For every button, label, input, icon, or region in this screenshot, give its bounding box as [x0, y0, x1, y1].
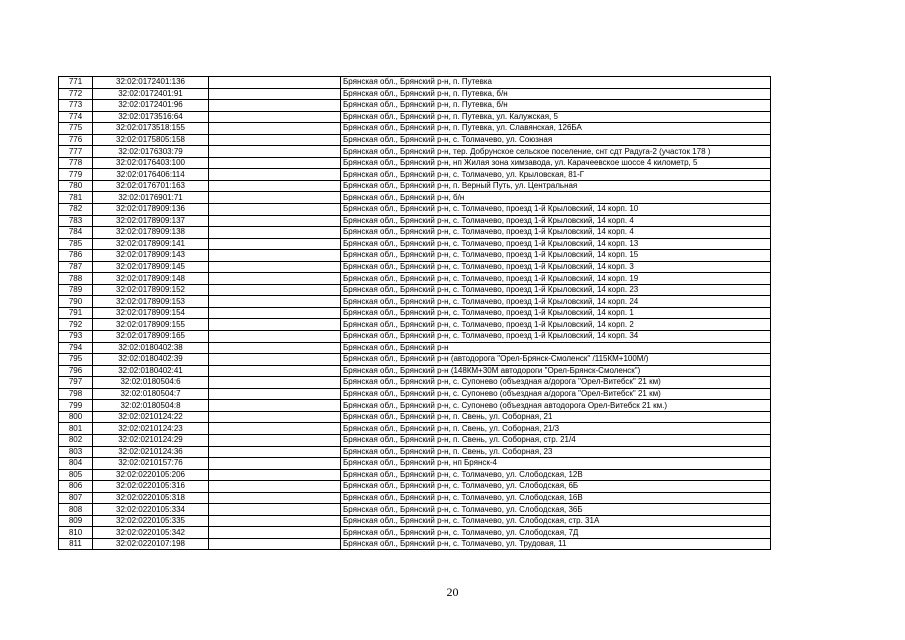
row-number-cell: 798	[59, 388, 93, 400]
table-row	[59, 146, 771, 158]
table-row	[59, 515, 771, 527]
cadastral-number-cell: 32:02:0176406:114	[93, 169, 209, 181]
empty-cell	[209, 400, 341, 412]
cadastral-number-cell: 32:02:0210124:22	[93, 411, 209, 423]
empty-cell	[209, 204, 341, 216]
table-row	[59, 458, 771, 470]
address-cell: Брянская обл., Брянский р-н, с. Толмачево, проезд 1-й Крыловский, 14 корп. 10	[341, 204, 771, 216]
table-row	[59, 273, 771, 285]
empty-cell	[209, 215, 341, 227]
empty-cell	[209, 446, 341, 458]
address-cell: Брянская обл., Брянский р-н, с. Супонево (объездная а/дорога "Орел-Витебск" 21 км)	[341, 377, 771, 389]
table-row	[59, 388, 771, 400]
cadastral-table	[58, 76, 771, 550]
cadastral-number-cell: 32:02:0172401:91	[93, 88, 209, 100]
address-cell: Брянская обл., Брянский р-н, с. Толмачево, проезд 1-й Крыловский, 14 корп. 13	[341, 238, 771, 250]
address-cell: Брянская обл., Брянский р-н, б/н	[341, 192, 771, 204]
table-row	[59, 354, 771, 366]
row-number-cell: 810	[59, 527, 93, 539]
cadastral-number-cell: 32:02:0220105:206	[93, 469, 209, 481]
empty-cell	[209, 307, 341, 319]
empty-cell	[209, 284, 341, 296]
address-cell: Брянская обл., Брянский р-н, п. Верный Путь, ул. Центральная	[341, 180, 771, 192]
empty-cell	[209, 169, 341, 181]
address-cell: Брянская обл., Брянский р-н, нп Брянск-4	[341, 458, 771, 470]
table-row	[59, 284, 771, 296]
row-number-cell: 799	[59, 400, 93, 412]
row-number-cell: 782	[59, 204, 93, 216]
cadastral-number-cell: 32:02:0176303:79	[93, 146, 209, 158]
cadastral-number-cell: 32:02:0178909:155	[93, 319, 209, 331]
row-number-cell: 781	[59, 192, 93, 204]
empty-cell	[209, 331, 341, 343]
row-number-cell: 772	[59, 88, 93, 100]
cadastral-number-cell: 32:02:0178909:153	[93, 296, 209, 308]
row-number-cell: 786	[59, 250, 93, 262]
address-cell: Брянская обл., Брянский р-н (автодорога "Орел-Брянск-Смоленск" /115КМ+100М/)	[341, 354, 771, 366]
table-row	[59, 307, 771, 319]
table-row	[59, 227, 771, 239]
empty-cell	[209, 88, 341, 100]
empty-cell	[209, 319, 341, 331]
table-row	[59, 100, 771, 112]
empty-cell	[209, 515, 341, 527]
address-cell: Брянская обл., Брянский р-н, п. Свень, ул. Соборная, стр. 21/4	[341, 434, 771, 446]
empty-cell	[209, 192, 341, 204]
table-row	[59, 342, 771, 354]
address-cell: Брянская обл., Брянский р-н, п. Путевка, ул. Славянская, 126БА	[341, 123, 771, 135]
table-row	[59, 169, 771, 181]
row-number-cell: 794	[59, 342, 93, 354]
cadastral-number-cell: 32:02:0220107:198	[93, 538, 209, 550]
cadastral-number-cell: 32:02:0178909:152	[93, 284, 209, 296]
row-number-cell: 784	[59, 227, 93, 239]
cadastral-number-cell: 32:02:0178909:136	[93, 204, 209, 216]
empty-cell	[209, 238, 341, 250]
cadastral-number-cell: 32:02:0220105:334	[93, 504, 209, 516]
empty-cell	[209, 342, 341, 354]
address-cell: Брянская обл., Брянский р-н	[341, 342, 771, 354]
row-number-cell: 778	[59, 157, 93, 169]
cadastral-number-cell: 32:02:0178909:154	[93, 307, 209, 319]
address-cell: Брянская обл., Брянский р-н, с. Толмачево, ул. Трудовая, 11	[341, 538, 771, 550]
cadastral-number-cell: 32:02:0172401:136	[93, 77, 209, 89]
cadastral-number-cell: 32:02:0178909:148	[93, 273, 209, 285]
address-cell: Брянская обл., Брянский р-н, с. Толмачево, проезд 1-й Крыловский, 14 корп. 2	[341, 319, 771, 331]
address-cell: Брянская обл., Брянский р-н, с. Толмачево, ул. Слободская, 7Д	[341, 527, 771, 539]
table-row	[59, 481, 771, 493]
empty-cell	[209, 365, 341, 377]
table-row	[59, 180, 771, 192]
empty-cell	[209, 469, 341, 481]
row-number-cell: 801	[59, 423, 93, 435]
cadastral-number-cell: 32:02:0172401:96	[93, 100, 209, 112]
address-cell: Брянская обл., Брянский р-н, с. Толмачево, ул. Слободская, 12В	[341, 469, 771, 481]
address-cell: Брянская обл., Брянский р-н, с. Толмачево, проезд 1-й Крыловский, 14 корп. 15	[341, 250, 771, 262]
table-row	[59, 77, 771, 89]
row-number-cell: 788	[59, 273, 93, 285]
cadastral-number-cell: 32:02:0178909:165	[93, 331, 209, 343]
cadastral-number-cell: 32:02:0180504:8	[93, 400, 209, 412]
table-row	[59, 157, 771, 169]
row-number-cell: 809	[59, 515, 93, 527]
empty-cell	[209, 296, 341, 308]
table-row	[59, 111, 771, 123]
empty-cell	[209, 111, 341, 123]
cadastral-number-cell: 32:02:0220105:342	[93, 527, 209, 539]
cadastral-number-cell: 32:02:0176901:71	[93, 192, 209, 204]
address-cell: Брянская обл., Брянский р-н, с. Толмачево, проезд 1-й Крыловский, 14 корп. 34	[341, 331, 771, 343]
table-row	[59, 238, 771, 250]
cadastral-number-cell: 32:02:0210124:29	[93, 434, 209, 446]
row-number-cell: 800	[59, 411, 93, 423]
row-number-cell: 773	[59, 100, 93, 112]
cadastral-number-cell: 32:02:0176701:163	[93, 180, 209, 192]
empty-cell	[209, 180, 341, 192]
empty-cell	[209, 77, 341, 89]
address-cell: Брянская обл., Брянский р-н, п. Свень, ул. Соборная, 21	[341, 411, 771, 423]
cadastral-number-cell: 32:02:0220105:318	[93, 492, 209, 504]
row-number-cell: 783	[59, 215, 93, 227]
empty-cell	[209, 527, 341, 539]
row-number-cell: 785	[59, 238, 93, 250]
table-row	[59, 204, 771, 216]
empty-cell	[209, 227, 341, 239]
address-cell: Брянская обл., Брянский р-н, с. Толмачево, проезд 1-й Крыловский, 14 корп. 24	[341, 296, 771, 308]
row-number-cell: 807	[59, 492, 93, 504]
cadastral-number-cell: 32:02:0175805:158	[93, 134, 209, 146]
table-row	[59, 423, 771, 435]
cadastral-number-cell: 32:02:0178909:143	[93, 250, 209, 262]
cadastral-number-cell: 32:02:0180402:39	[93, 354, 209, 366]
address-cell: Брянская обл., Брянский р-н, тер. Добрунское сельское поселение, снт сдт Радуга-2 (участок 178 )	[341, 146, 771, 158]
page-number: 20	[446, 585, 459, 599]
address-cell: Брянская обл., Брянский р-н, с. Толмачево, ул. Слободская, 36Б	[341, 504, 771, 516]
row-number-cell: 795	[59, 354, 93, 366]
row-number-cell: 806	[59, 481, 93, 493]
cadastral-number-cell: 32:02:0210157:76	[93, 458, 209, 470]
empty-cell	[209, 250, 341, 262]
row-number-cell: 804	[59, 458, 93, 470]
row-number-cell: 789	[59, 284, 93, 296]
cadastral-number-cell: 32:02:0178909:141	[93, 238, 209, 250]
cadastral-number-cell: 32:02:0178909:138	[93, 227, 209, 239]
row-number-cell: 797	[59, 377, 93, 389]
cadastral-number-cell: 32:02:0180504:6	[93, 377, 209, 389]
row-number-cell: 802	[59, 434, 93, 446]
table-row	[59, 377, 771, 389]
empty-cell	[209, 354, 341, 366]
row-number-cell: 791	[59, 307, 93, 319]
address-cell: Брянская обл., Брянский р-н, п. Свень, ул. Соборная, 23	[341, 446, 771, 458]
row-number-cell: 777	[59, 146, 93, 158]
cadastral-number-cell: 32:02:0210124:36	[93, 446, 209, 458]
address-cell: Брянская обл., Брянский р-н, с. Толмачево, проезд 1-й Крыловский, 14 корп. 3	[341, 261, 771, 273]
empty-cell	[209, 434, 341, 446]
row-number-cell: 792	[59, 319, 93, 331]
address-cell: Брянская обл., Брянский р-н, п. Путевка, б/н	[341, 88, 771, 100]
address-cell: Брянская обл., Брянский р-н, п. Путевка, б/н	[341, 100, 771, 112]
table-row	[59, 123, 771, 135]
table-row	[59, 319, 771, 331]
row-number-cell: 771	[59, 77, 93, 89]
address-cell: Брянская обл., Брянский р-н, с. Толмачево, проезд 1-й Крыловский, 14 корп. 19	[341, 273, 771, 285]
address-cell: Брянская обл., Брянский р-н, с. Толмачево, проезд 1-й Крыловский, 14 корп. 4	[341, 227, 771, 239]
empty-cell	[209, 157, 341, 169]
empty-cell	[209, 492, 341, 504]
empty-cell	[209, 481, 341, 493]
address-cell: Брянская обл., Брянский р-н, с. Толмачево, проезд 1-й Крыловский, 14 корп. 23	[341, 284, 771, 296]
address-cell: Брянская обл., Брянский р-н, с. Толмачево, ул. Союзная	[341, 134, 771, 146]
address-cell: Брянская обл., Брянский р-н, с. Толмачево, ул. Слободская, стр. 31А	[341, 515, 771, 527]
table-row	[59, 411, 771, 423]
table-row	[59, 88, 771, 100]
table-row	[59, 134, 771, 146]
table-body	[59, 77, 771, 550]
empty-cell	[209, 261, 341, 273]
cadastral-number-cell: 32:02:0178909:145	[93, 261, 209, 273]
table-row	[59, 469, 771, 481]
empty-cell	[209, 458, 341, 470]
row-number-cell: 779	[59, 169, 93, 181]
row-number-cell: 796	[59, 365, 93, 377]
empty-cell	[209, 411, 341, 423]
row-number-cell: 805	[59, 469, 93, 481]
cadastral-number-cell: 32:02:0180402:41	[93, 365, 209, 377]
table-row	[59, 400, 771, 412]
empty-cell	[209, 423, 341, 435]
cadastral-number-cell: 32:02:0220105:316	[93, 481, 209, 493]
address-cell: Брянская обл., Брянский р-н (148КМ+30М автодороги "Орел-Брянск-Смоленск")	[341, 365, 771, 377]
cadastral-number-cell: 32:02:0180504:7	[93, 388, 209, 400]
row-number-cell: 811	[59, 538, 93, 550]
empty-cell	[209, 146, 341, 158]
empty-cell	[209, 273, 341, 285]
row-number-cell: 776	[59, 134, 93, 146]
cadastral-number-cell: 32:02:0220105:335	[93, 515, 209, 527]
address-cell: Брянская обл., Брянский р-н, п. Свень, ул. Соборная, 21/3	[341, 423, 771, 435]
cadastral-number-cell: 32:02:0173516:64	[93, 111, 209, 123]
cadastral-number-cell: 32:02:0176403:100	[93, 157, 209, 169]
address-cell: Брянская обл., Брянский р-н, нп Жилая зона химзавода, ул. Карачеевское шоссе 4 километр, 5	[341, 157, 771, 169]
cadastral-number-cell: 32:02:0173518:155	[93, 123, 209, 135]
table-row	[59, 365, 771, 377]
table-row	[59, 527, 771, 539]
table-row	[59, 331, 771, 343]
address-cell: Брянская обл., Брянский р-н, с. Толмачево, ул. Крыловская, 81-Г	[341, 169, 771, 181]
address-cell: Брянская обл., Брянский р-н, с. Толмачево, проезд 1-й Крыловский, 14 корп. 1	[341, 307, 771, 319]
address-cell: Брянская обл., Брянский р-н, с. Толмачево, ул. Слободская, 16В	[341, 492, 771, 504]
row-number-cell: 774	[59, 111, 93, 123]
cadastral-number-cell: 32:02:0180402:38	[93, 342, 209, 354]
empty-cell	[209, 538, 341, 550]
table-row	[59, 434, 771, 446]
row-number-cell: 803	[59, 446, 93, 458]
row-number-cell: 790	[59, 296, 93, 308]
empty-cell	[209, 504, 341, 516]
row-number-cell: 780	[59, 180, 93, 192]
table-row	[59, 492, 771, 504]
row-number-cell: 787	[59, 261, 93, 273]
empty-cell	[209, 134, 341, 146]
table-row	[59, 504, 771, 516]
table-row	[59, 192, 771, 204]
table-row	[59, 215, 771, 227]
empty-cell	[209, 388, 341, 400]
row-number-cell: 808	[59, 504, 93, 516]
address-cell: Брянская обл., Брянский р-н, п. Путевка	[341, 77, 771, 89]
empty-cell	[209, 377, 341, 389]
row-number-cell: 775	[59, 123, 93, 135]
table-row	[59, 538, 771, 550]
table-row	[59, 250, 771, 262]
empty-cell	[209, 123, 341, 135]
cadastral-number-cell: 32:02:0210124:23	[93, 423, 209, 435]
address-cell: Брянская обл., Брянский р-н, с. Супонево (объездная а/дорога "Орел-Витебск" 21 км)	[341, 388, 771, 400]
address-cell: Брянская обл., Брянский р-н, с. Супонево (объездная автодорога Орел-Витебск 21 км.)	[341, 400, 771, 412]
table-row	[59, 296, 771, 308]
table-row	[59, 261, 771, 273]
address-cell: Брянская обл., Брянский р-н, с. Толмачево, ул. Слободская, 6Б	[341, 481, 771, 493]
address-cell: Брянская обл., Брянский р-н, п. Путевка, ул. Калужская, 5	[341, 111, 771, 123]
address-cell: Брянская обл., Брянский р-н, с. Толмачево, проезд 1-й Крыловский, 14 корп. 4	[341, 215, 771, 227]
cadastral-number-cell: 32:02:0178909:137	[93, 215, 209, 227]
row-number-cell: 793	[59, 331, 93, 343]
table-row	[59, 446, 771, 458]
empty-cell	[209, 100, 341, 112]
